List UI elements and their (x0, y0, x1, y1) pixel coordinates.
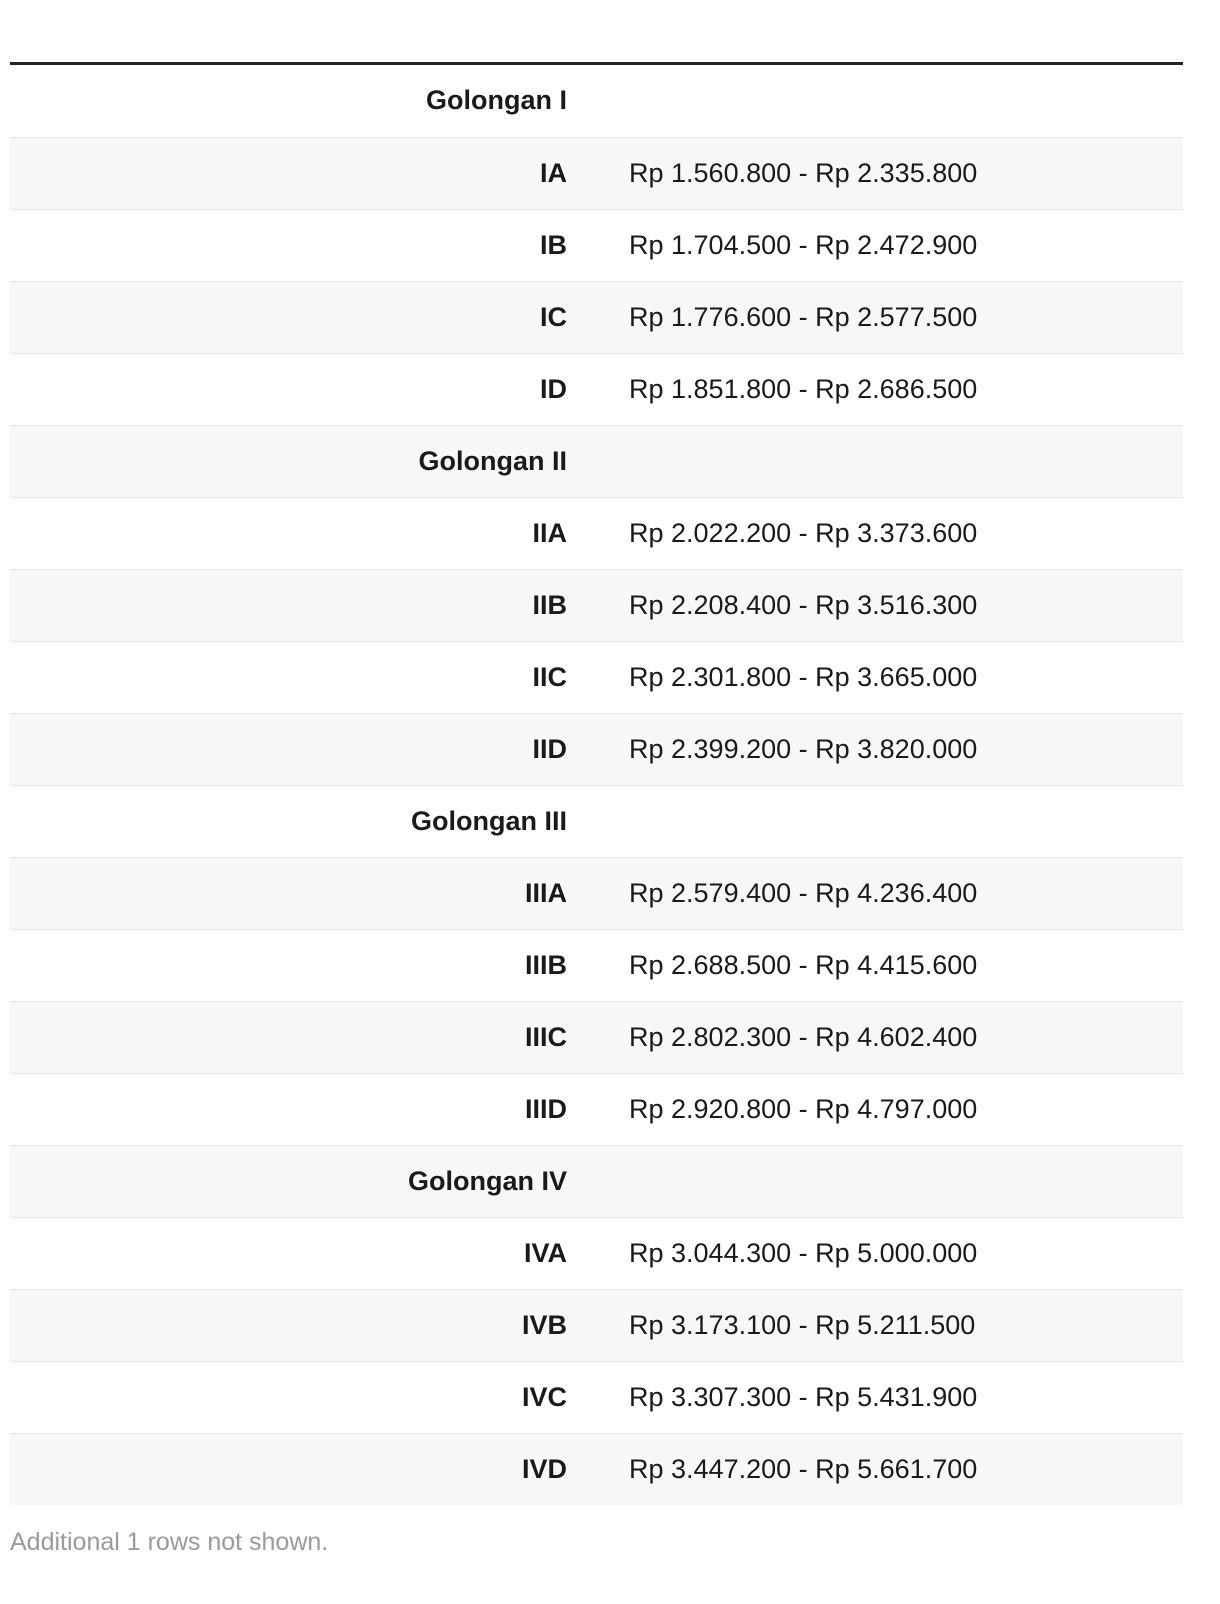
salary-table (10, 65, 1183, 1505)
row-label: IIB (532, 589, 567, 620)
table-row (10, 1145, 1183, 1217)
row-value: Rp 1.704.500 - Rp 2.472.900 (629, 229, 978, 260)
row-value: Rp 2.022.200 - Rp 3.373.600 (629, 517, 978, 548)
row-value (575, 1145, 1183, 1217)
row-label: IIIC (524, 1021, 567, 1052)
table-row (10, 929, 1183, 1001)
row-label: IC (540, 301, 567, 332)
row-label: ID (540, 373, 567, 404)
table-row (10, 1217, 1183, 1289)
row-value: Rp 2.208.400 - Rp 3.516.300 (629, 589, 978, 620)
table-row (10, 1073, 1183, 1145)
table-row (10, 1361, 1183, 1433)
row-label: IVB (521, 1309, 567, 1340)
row-value: Rp 2.802.300 - Rp 4.602.400 (629, 1021, 978, 1052)
row-label: IIID (524, 1093, 567, 1124)
table-row (10, 1001, 1183, 1073)
row-label: IVD (521, 1453, 567, 1484)
row-label: IIC (532, 661, 567, 692)
rows-hidden-note: Additional 1 rows not shown. (10, 1528, 329, 1556)
row-label: IID (532, 733, 567, 764)
row-value: Rp 1.851.800 - Rp 2.686.500 (629, 373, 978, 404)
row-label: Golongan IV (408, 1165, 567, 1196)
table-row (10, 425, 1183, 497)
row-value: Rp 2.301.800 - Rp 3.665.000 (629, 661, 978, 692)
table-row (10, 497, 1183, 569)
row-value (575, 425, 1183, 497)
table-row (10, 353, 1183, 425)
row-value: Rp 2.579.400 - Rp 4.236.400 (629, 877, 978, 908)
row-value: Rp 1.560.800 - Rp 2.335.800 (629, 157, 978, 188)
table-row (10, 281, 1183, 353)
row-label: IA (540, 157, 567, 188)
row-value: Rp 2.688.500 - Rp 4.415.600 (629, 949, 978, 980)
row-label: Golongan II (418, 445, 567, 476)
row-value: Rp 3.307.300 - Rp 5.431.900 (629, 1381, 978, 1412)
row-label: IVC (521, 1381, 567, 1412)
row-label: IVA (523, 1237, 567, 1268)
row-value: Rp 2.399.200 - Rp 3.820.000 (629, 733, 978, 764)
table-row (10, 1433, 1183, 1505)
row-label: IIIB (524, 949, 567, 980)
row-label: IIIA (524, 877, 567, 908)
row-value (575, 785, 1183, 857)
salary-table-container (10, 62, 1183, 1505)
row-value: Rp 2.920.800 - Rp 4.797.000 (629, 1093, 978, 1124)
row-value: Rp 3.173.100 - Rp 5.211.500 (629, 1309, 976, 1340)
row-label: Golongan III (411, 805, 567, 836)
row-value: Rp 3.044.300 - Rp 5.000.000 (629, 1237, 978, 1268)
table-row (10, 1289, 1183, 1361)
table-row (10, 713, 1183, 785)
row-label: Golongan I (426, 85, 567, 116)
table-row (10, 65, 1183, 137)
table-row (10, 641, 1183, 713)
table-row (10, 857, 1183, 929)
table-row (10, 785, 1183, 857)
table-body (10, 65, 1183, 1505)
row-value: Rp 3.447.200 - Rp 5.661.700 (629, 1453, 978, 1484)
table-row (10, 209, 1183, 281)
row-value (575, 65, 1183, 137)
table-row (10, 137, 1183, 209)
row-value: Rp 1.776.600 - Rp 2.577.500 (629, 301, 978, 332)
row-label: IB (540, 229, 567, 260)
table-row (10, 569, 1183, 641)
row-label: IIA (532, 517, 567, 548)
